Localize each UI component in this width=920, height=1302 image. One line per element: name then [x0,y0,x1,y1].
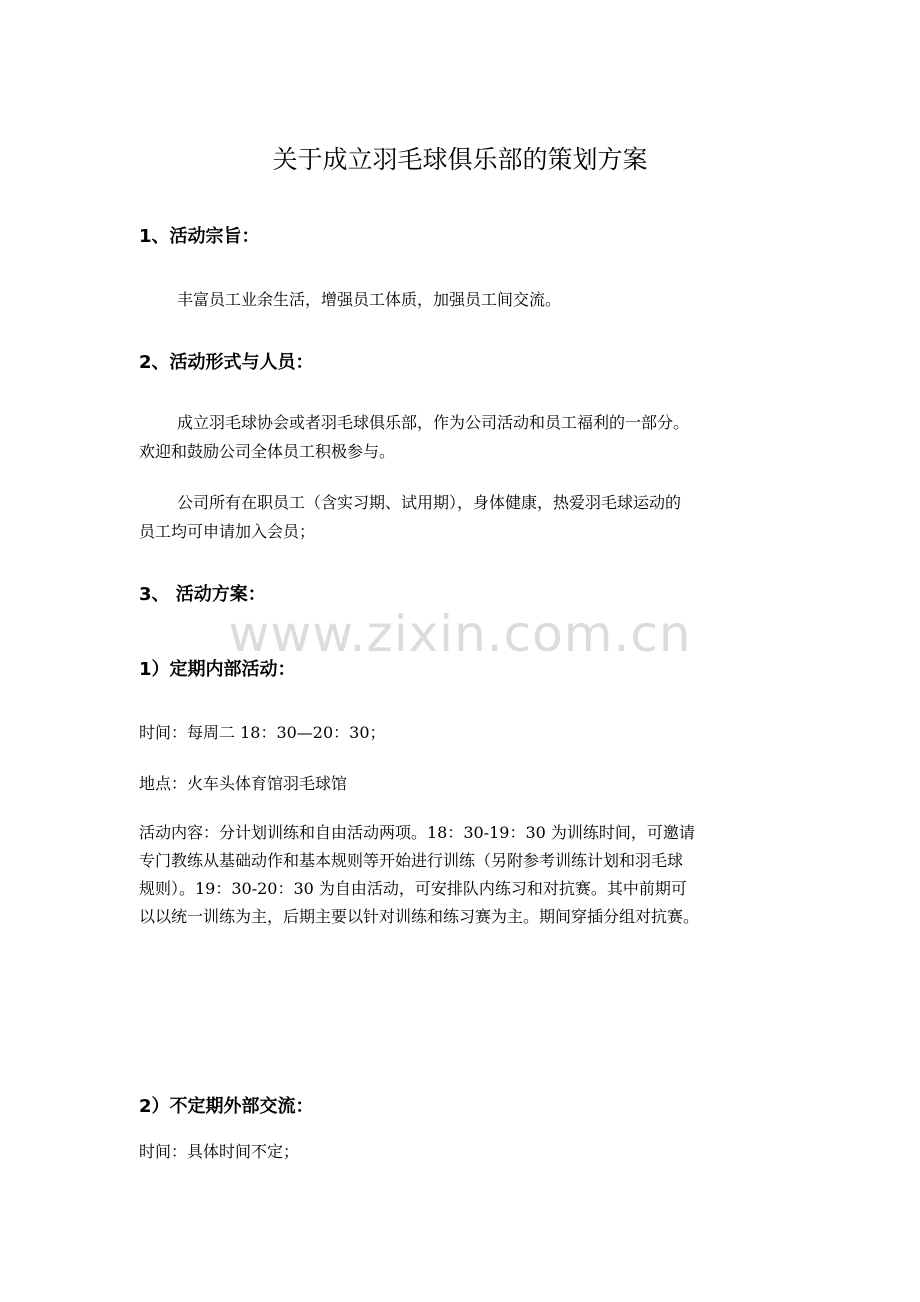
section-2-para-2-line-1: 公司所有在职员工（含实习期、试用期），身体健康，热爱羽毛球运动的 [177,493,682,512]
section-2-para-1-line-1: 成立羽毛球协会或者羽毛球俱乐部，作为公司活动和员工福利的一部分。 [177,413,690,432]
watermark-text: www.zixin.com.cn [228,605,692,663]
subsection-1-content-line-4: 以以统一训练为主，后期主要以针对训练和练习赛为主。期间穿插分组对抗赛。 [139,907,700,926]
subsection-1-content-line-1: 活动内容：分计划训练和自由活动两项。18：30-19：30 为训练时间，可邀请 [139,823,695,842]
subsection-1-time: 时间：每周二 18：30—20：30； [139,723,386,742]
section-2-para-2-line-2: 员工均可申请加入会员； [139,522,316,541]
section-1-heading: 1、活动宗旨： [139,226,260,247]
section-2-heading: 2、活动形式与人员： [139,352,314,373]
subsection-2-time: 时间：具体时间不定； [139,1142,300,1161]
subsection-1-heading: 1）定期内部活动： [139,659,296,680]
subsection-1-place: 地点：火车头体育馆羽毛球馆 [139,774,348,793]
subsection-2-heading: 2）不定期外部交流： [139,1096,314,1117]
subsection-1-content-line-2: 专门教练从基础动作和基本规则等开始进行训练（另附参考训练计划和羽毛球 [139,851,684,870]
section-3-heading: 3、 活动方案： [139,584,266,605]
subsection-1-content-line-3: 规则）。19：30-20：30 为自由活动，可安排队内练习和对抗赛。其中前期可 [139,879,687,898]
section-2-para-1-line-2: 欢迎和鼓励公司全体员工积极参与。 [139,442,396,461]
document-title: 关于成立羽毛球俱乐部的策划方案 [272,145,648,174]
section-1-body: 丰富员工业余生活，增强员工体质，加强员工间交流。 [177,290,562,309]
